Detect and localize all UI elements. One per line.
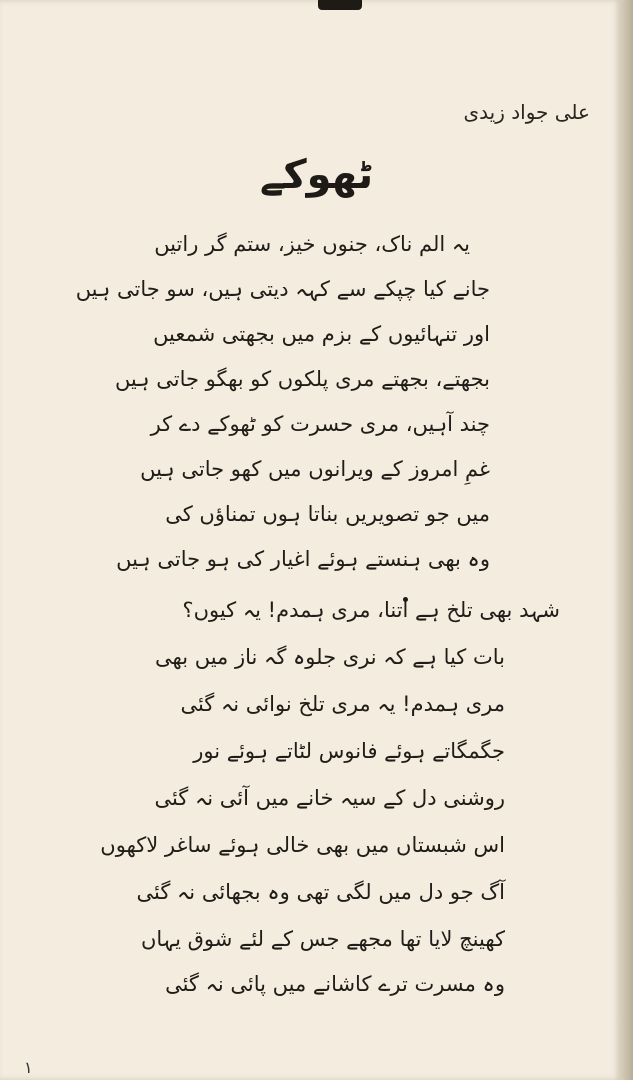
- poem-line: آگ جو دل میں لگی تھی وہ بجھائی نہ گئی: [136, 880, 505, 904]
- poem-line: وہ مسرت ترے کاشانے میں پائی نہ گئی: [165, 972, 505, 996]
- poem-line: چند آہیں، مری حسرت کو ٹھوکے دے کر: [150, 412, 490, 436]
- poem-line: غمِ امروز کے ویرانوں میں کھو جاتی ہیں: [140, 457, 490, 481]
- poem-line: جگمگاتے ہوئے فانوس لٹاتے ہوئے نور: [193, 739, 505, 763]
- poem-line: روشنی دل کے سیہ خانے میں آئی نہ گئی: [154, 786, 505, 810]
- poem-line: بجھتے، بجھتے مری پلکوں کو بھگو جاتی ہیں: [114, 367, 490, 391]
- poem-title: ٹھوکے: [259, 152, 374, 198]
- poem-line: وہ بھی ہنستے ہوئے اغیار کی ہو جاتی ہیں: [116, 547, 490, 571]
- poem-line: یہ الم ناک، جنوں خیز، ستم گر راتیں: [154, 232, 470, 256]
- page-edge: [620, 0, 633, 1080]
- page-number: ۱: [24, 1058, 33, 1077]
- author-name: علی جواد زیدی: [463, 100, 590, 124]
- poem-line: جانے کیا چپکے سے کہہ دیتی ہیں، سو جاتی ہیں: [75, 277, 490, 301]
- poem-line: اور تنہائیوں کے بزم میں بجھتی شمعیں: [153, 322, 490, 346]
- poem-line: مری ہمدم! یہ مری تلخ نوائی نہ گئی: [180, 692, 505, 716]
- header-ink-mark: [318, 0, 362, 10]
- poem-line: میں جو تصویریں بناتا ہوں تمناؤں کی: [165, 502, 490, 526]
- poem-line: شہد بھی تلخ ہے اتنا، مری ہمدم! یہ کیوں؟: [182, 598, 560, 622]
- poem-line: بات کیا ہے کہ نری جلوہ گہ ناز میں بھی: [155, 645, 505, 669]
- poem-line: اس شبستاں میں بھی خالی ہوئے ساغر لاکھوں: [100, 833, 505, 857]
- poem-line: کھینچ لایا تھا مجھے جس کے لئے شوق یہاں: [140, 927, 505, 951]
